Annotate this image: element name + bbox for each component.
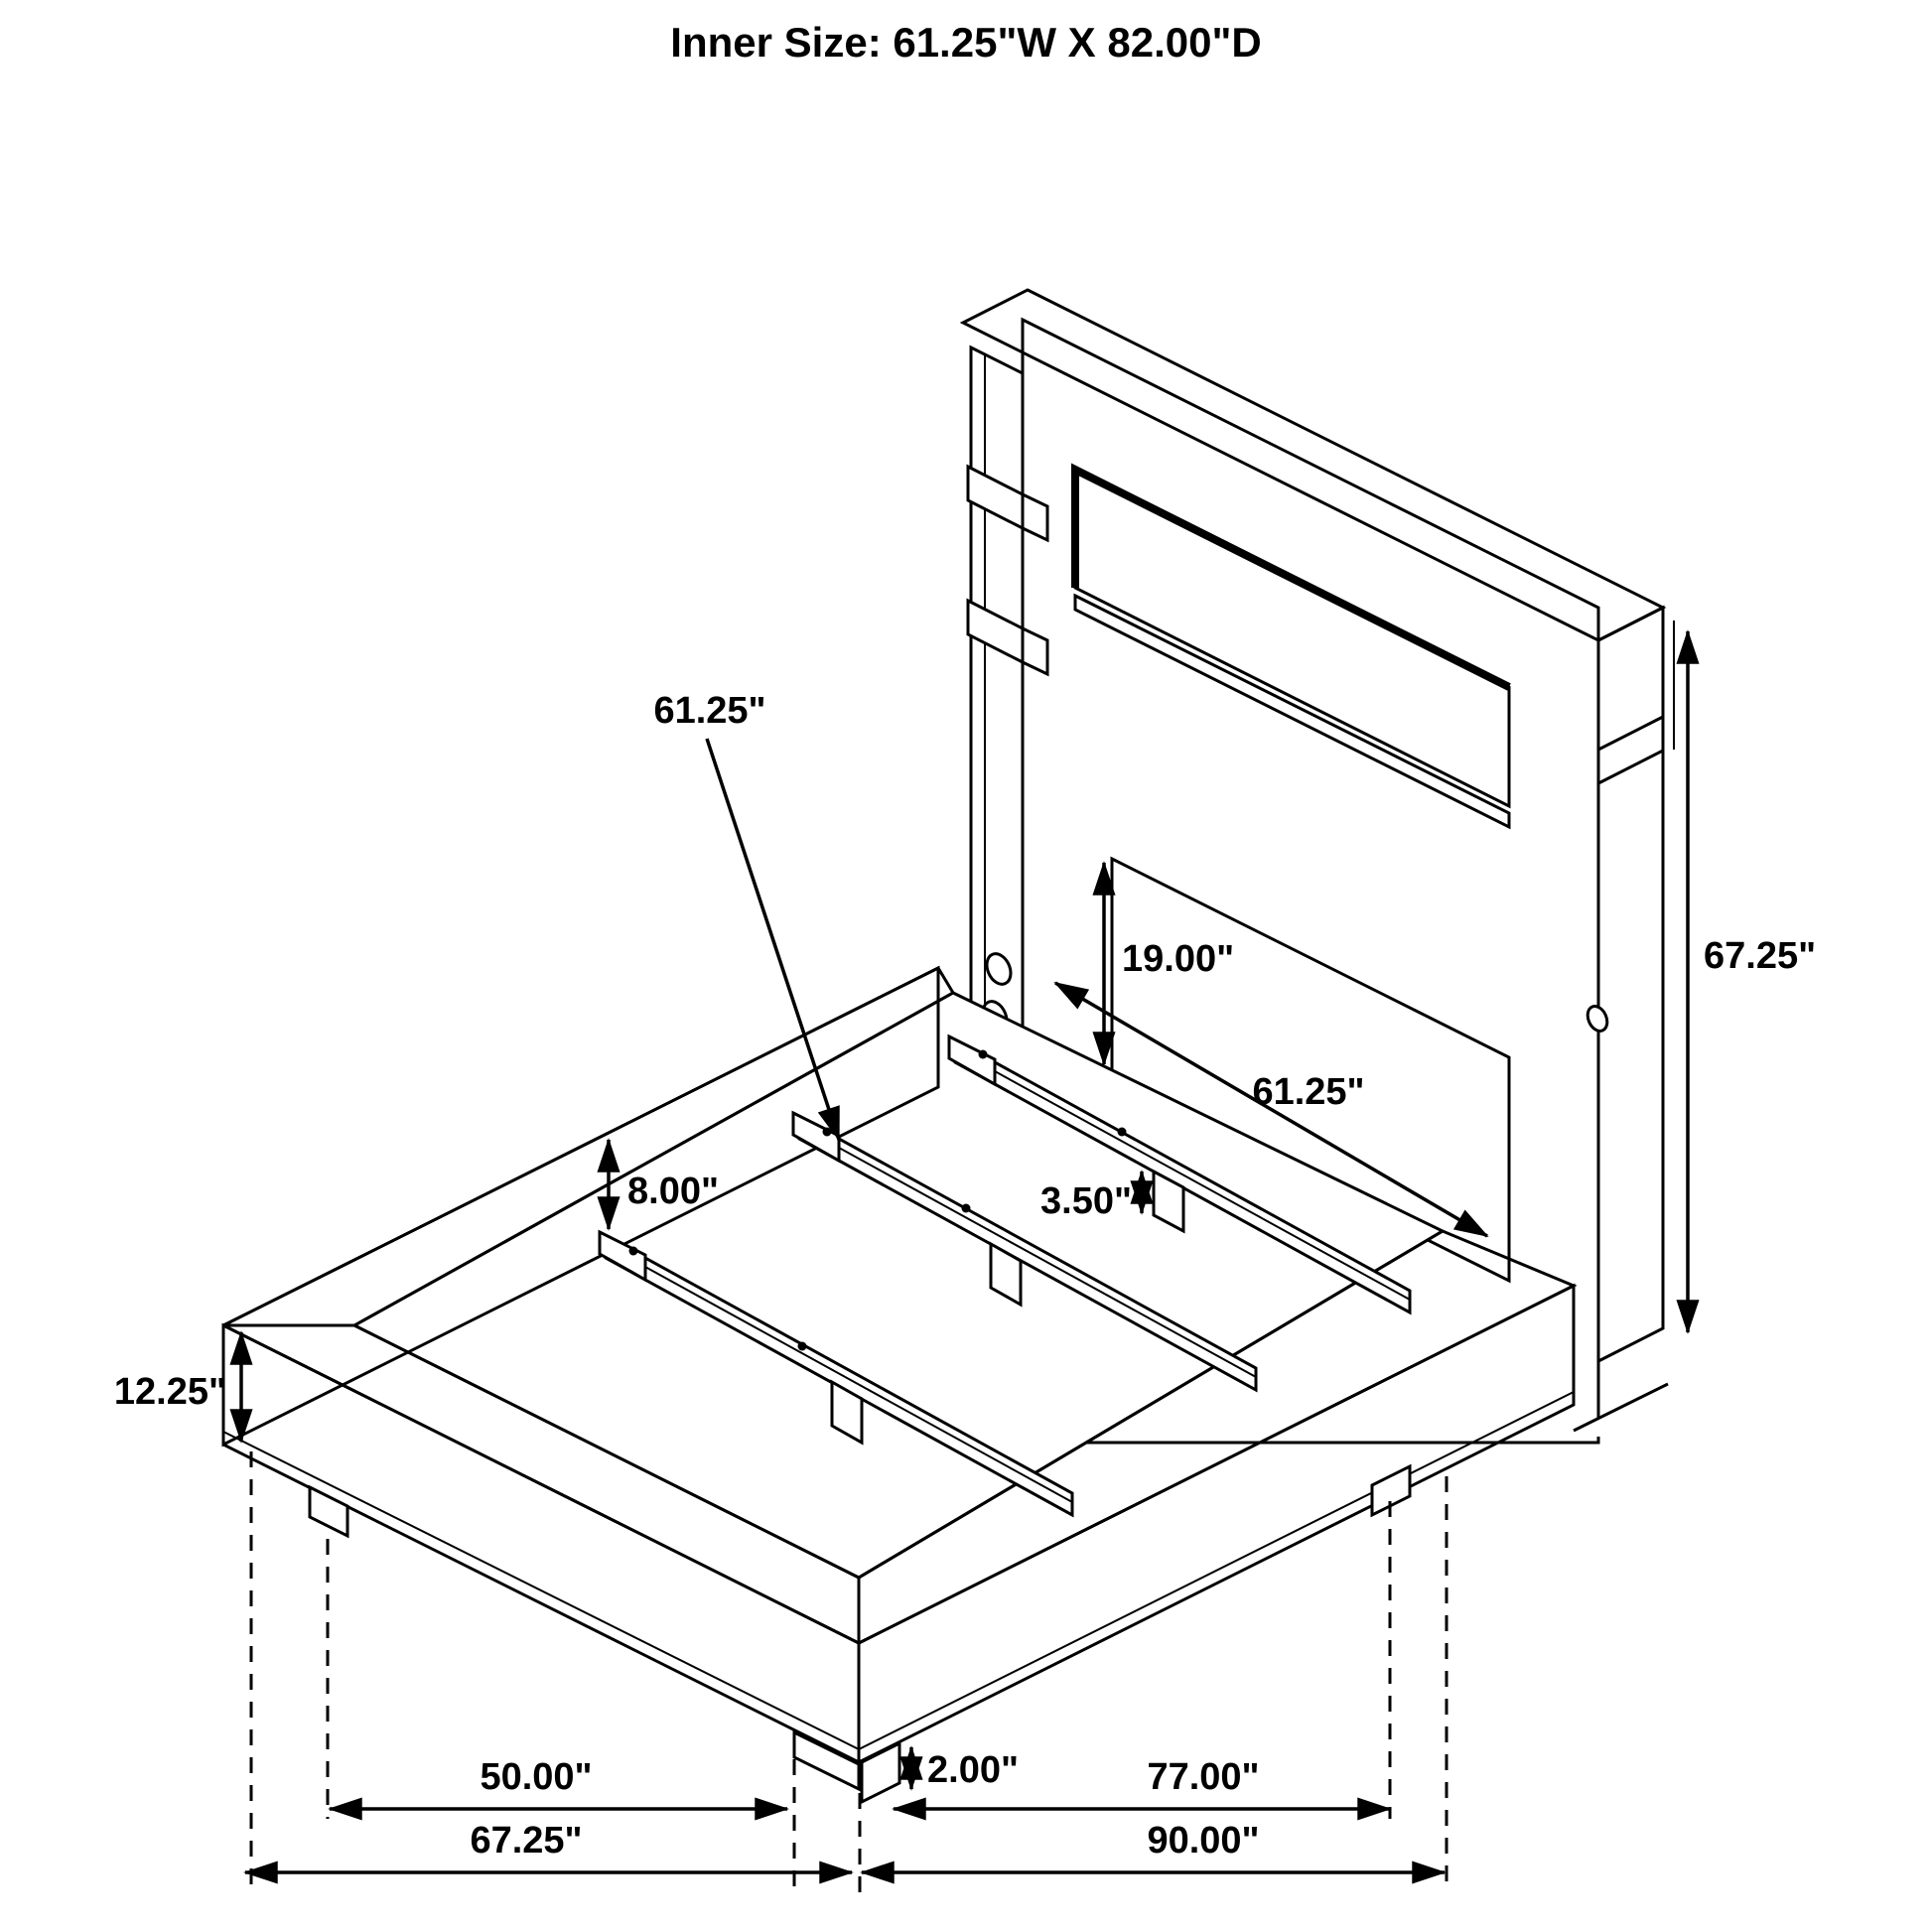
headboard-left-post-side [971,347,1023,1047]
drawing-title: Inner Size: 61.25"W X 82.00"D [670,19,1262,66]
dim-label: 8.00" [627,1171,719,1212]
dim-label: 61.25" [1252,1071,1365,1113]
dim-foot-height [911,1747,1019,1791]
dim-label: 61.25" [653,690,766,732]
dim-label: 67.25" [470,1820,583,1862]
rail-bolt-hole [1584,1003,1610,1034]
dim-label: 3.50" [1040,1180,1132,1222]
dim-overall-depth [862,1820,1445,1872]
dim-label: 50.00" [480,1756,593,1798]
dim-label: 19.00" [1122,938,1235,980]
dim-foot-spacing [330,1756,787,1809]
dim-label: 67.25" [1704,935,1817,977]
post-accent-band [1598,717,1663,783]
dim-base-depth [245,1820,852,1872]
bed-foot [310,1487,347,1536]
dim-label: 12.25" [113,1371,226,1413]
dim-headboard-height [1674,621,1816,1332]
dimension-annotations [114,19,1816,1872]
dim-label: 2.00" [927,1749,1019,1791]
bed-foot [862,1743,899,1802]
dim-label: 90.00" [1147,1820,1260,1862]
dim-label: 77.00" [1147,1756,1260,1798]
bed-foot-corner [794,1732,859,1789]
